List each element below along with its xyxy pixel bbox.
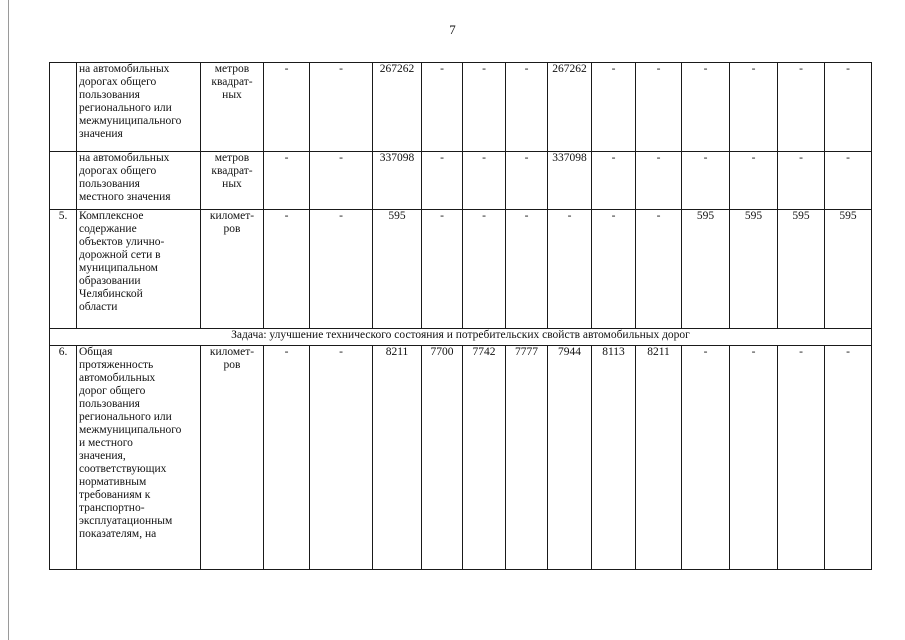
- unit-line: ных: [222, 178, 242, 190]
- indicator-name-line: протяженность: [79, 359, 154, 371]
- indicator-name-line: объектов улично-: [79, 236, 165, 248]
- unit-line: квадрат-: [211, 76, 253, 88]
- row-number: [50, 63, 77, 152]
- value-cell: -: [310, 346, 373, 570]
- indicator-name: [77, 210, 201, 329]
- indicator-name-line: содержание: [79, 223, 137, 235]
- indicator-name-line: транспортно-: [79, 502, 145, 514]
- value-cell: -: [592, 63, 636, 152]
- unit-line: километ-: [209, 210, 255, 222]
- value-cell: 595: [778, 210, 825, 329]
- value-cell: 267262: [373, 63, 422, 152]
- indicator-name: [77, 63, 201, 152]
- row-number: [50, 152, 77, 210]
- value-cell: -: [310, 63, 373, 152]
- value-cell: 595: [825, 210, 872, 329]
- value-cell: 7700: [422, 346, 463, 570]
- value-cell: -: [506, 210, 548, 329]
- unit-line: ров: [223, 223, 241, 235]
- value-cell: -: [264, 63, 310, 152]
- table-row: [50, 63, 872, 152]
- page-number: 7: [449, 22, 456, 37]
- value-cell: -: [422, 63, 463, 152]
- indicator-name-line: пользования: [79, 89, 140, 101]
- task-heading: Задача: улучшение технического состояния и потребительских свойств автомобильных дорог: [50, 329, 872, 346]
- value-cell: 595: [730, 210, 778, 329]
- value-cell: -: [682, 346, 730, 570]
- indicator-name-line: нормативным: [79, 476, 147, 488]
- value-cell: 267262: [548, 63, 592, 152]
- unit-line: метров: [214, 63, 250, 75]
- value-cell: -: [636, 152, 682, 210]
- indicator-name-line: дорогах общего: [79, 76, 157, 88]
- value-cell: -: [682, 152, 730, 210]
- unit-of-measure: [201, 346, 264, 570]
- value-cell: -: [264, 346, 310, 570]
- indicator-name-line: дорожной сети в: [79, 249, 161, 261]
- value-cell: -: [310, 210, 373, 329]
- table-row: [50, 152, 872, 210]
- value-cell: -: [463, 152, 506, 210]
- unit-line: метров: [214, 152, 250, 164]
- unit-of-measure: [201, 210, 264, 329]
- value-cell: -: [825, 63, 872, 152]
- indicator-name-line: дорогах общего: [79, 165, 157, 177]
- value-cell: -: [636, 210, 682, 329]
- table-row: [50, 210, 872, 329]
- value-cell: 595: [682, 210, 730, 329]
- value-cell: -: [264, 152, 310, 210]
- unit-line: километ-: [209, 346, 255, 358]
- indicator-name-line: значения,: [79, 450, 126, 462]
- indicator-name: [77, 152, 201, 210]
- indicator-name: [77, 346, 201, 570]
- value-cell: -: [730, 152, 778, 210]
- value-cell: 7742: [463, 346, 506, 570]
- indicator-name-line: и местного: [79, 437, 133, 449]
- indicator-name-line: Комплексное: [79, 210, 144, 222]
- value-cell: -: [778, 346, 825, 570]
- value-cell: 7777: [506, 346, 548, 570]
- indicator-name-line: регионального или: [79, 411, 172, 423]
- unit-line: ров: [223, 359, 241, 371]
- value-cell: -: [778, 152, 825, 210]
- value-cell: 8211: [373, 346, 422, 570]
- indicator-name-line: области: [79, 301, 118, 313]
- indicator-name-line: межмуниципального: [79, 115, 182, 127]
- indicator-name-line: соответствующих: [79, 463, 167, 475]
- indicator-name-line: требованиям к: [79, 489, 151, 501]
- value-cell: -: [730, 346, 778, 570]
- indicator-name-line: Челябинской: [79, 288, 143, 300]
- value-cell: -: [422, 210, 463, 329]
- value-cell: -: [422, 152, 463, 210]
- value-cell: -: [463, 210, 506, 329]
- page-margin-line: [8, 0, 9, 640]
- value-cell: -: [592, 152, 636, 210]
- indicator-name-line: межмуниципального: [79, 424, 182, 436]
- indicator-name-line: на автомобильных: [79, 152, 170, 164]
- value-cell: -: [825, 152, 872, 210]
- value-cell: -: [463, 63, 506, 152]
- indicator-name-line: эксплуатационным: [79, 515, 173, 527]
- unit-line: ных: [222, 89, 242, 101]
- indicator-name-line: дорог общего: [79, 385, 146, 397]
- indicator-name-line: регионального или: [79, 102, 172, 114]
- table-row: [50, 346, 872, 570]
- value-cell: -: [592, 210, 636, 329]
- value-cell: 8113: [592, 346, 636, 570]
- indicator-name-line: автомобильных: [79, 372, 156, 384]
- value-cell: 337098: [548, 152, 592, 210]
- unit-line: квадрат-: [211, 165, 253, 177]
- task-row: [50, 329, 872, 346]
- indicator-name-line: показателям, на: [79, 528, 157, 540]
- indicator-name-line: образовании: [79, 275, 141, 287]
- indicators-table: [49, 62, 872, 570]
- indicator-name-line: местного значения: [79, 191, 171, 203]
- indicator-name-line: значения: [79, 128, 123, 140]
- value-cell: -: [825, 346, 872, 570]
- value-cell: -: [636, 63, 682, 152]
- indicator-name-line: муниципальном: [79, 262, 158, 274]
- value-cell: -: [264, 210, 310, 329]
- value-cell: 8211: [636, 346, 682, 570]
- indicator-name-line: Общая: [79, 346, 113, 358]
- value-cell: -: [310, 152, 373, 210]
- value-cell: -: [506, 152, 548, 210]
- value-cell: -: [730, 63, 778, 152]
- unit-of-measure: [201, 63, 264, 152]
- value-cell: 337098: [373, 152, 422, 210]
- value-cell: -: [506, 63, 548, 152]
- indicator-name-line: пользования: [79, 178, 140, 190]
- value-cell: 7944: [548, 346, 592, 570]
- value-cell: -: [548, 210, 592, 329]
- value-cell: -: [778, 63, 825, 152]
- value-cell: -: [682, 63, 730, 152]
- table-body: [50, 63, 872, 570]
- value-cell: 595: [373, 210, 422, 329]
- indicator-name-line: пользования: [79, 398, 140, 410]
- row-number: 5.: [50, 210, 77, 329]
- unit-of-measure: [201, 152, 264, 210]
- row-number: 6.: [50, 346, 77, 570]
- indicator-name-line: на автомобильных: [79, 63, 170, 75]
